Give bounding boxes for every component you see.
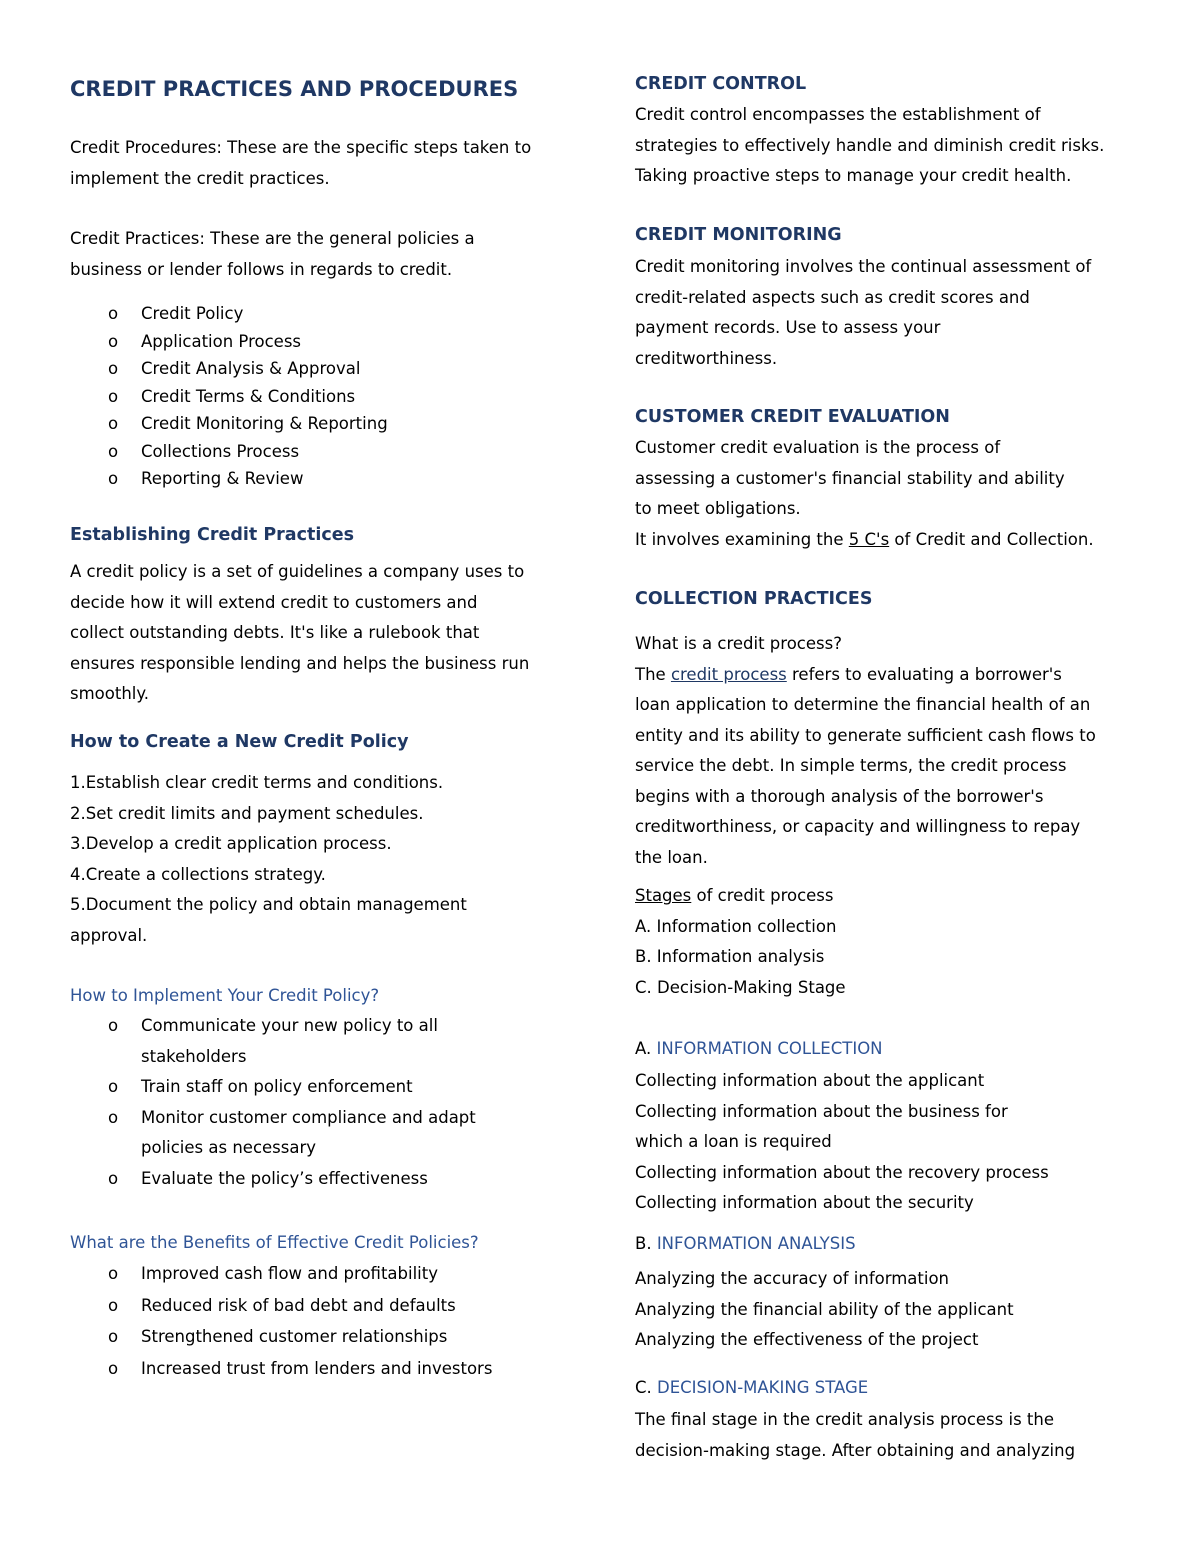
credit-process-paragraph xyxy=(635,629,1135,873)
bullet-marker: o xyxy=(108,1016,119,1035)
create-policy-steps xyxy=(70,768,570,951)
paragraph-line: The final stage in the credit analysis process is the xyxy=(635,1410,1055,1429)
credit-procedures-paragraph xyxy=(70,133,570,194)
paragraph-line: Analyzing the financial ability of the applicant xyxy=(635,1299,1014,1319)
credit-control-heading: CREDIT CONTROL xyxy=(635,74,807,94)
credit-monitoring-heading: CREDIT MONITORING xyxy=(635,225,842,245)
paragraph-line: service the debt. In simple terms, the credit process xyxy=(635,756,1067,775)
bullet-marker: o xyxy=(108,414,119,433)
stage-item: A. Information collection xyxy=(635,916,837,936)
stage-item: B. Information analysis xyxy=(635,947,825,966)
step-line: 3.Develop a credit application process. xyxy=(70,834,392,853)
info-analysis-paragraph xyxy=(635,1264,1135,1356)
paragraph-line: ensures responsible lending and helps the business run xyxy=(70,653,530,673)
list-item: o Evaluate the policy’s effectiveness xyxy=(70,1164,570,1195)
list-item: o Credit Terms & Conditions xyxy=(70,383,570,411)
paragraph-line: decide how it will extend credit to customers and xyxy=(70,592,478,612)
paragraph-line: Credit Procedures: These are the specific steps taken to xyxy=(70,138,532,157)
paragraph-line: business or lender follows in regards to credit. xyxy=(70,259,453,279)
paragraph-line: begins with a thorough analysis of the borrower's xyxy=(635,786,1044,806)
stages-list xyxy=(635,881,1135,1003)
list-item: o Credit Analysis & Approval xyxy=(70,355,570,383)
paragraph-line: decision-making stage. After obtaining and analyzing xyxy=(635,1440,1076,1460)
implement-policy-list xyxy=(70,1011,570,1194)
credit-process-link[interactable]: credit process xyxy=(670,664,787,684)
paragraph-line: payment records. Use to assess your xyxy=(635,318,941,337)
paragraph-line: Collecting information about the recovery process xyxy=(635,1162,1049,1182)
stage-item: C. Decision-Making Stage xyxy=(635,977,846,997)
paragraph-line: Analyzing the effectiveness of the project xyxy=(635,1330,979,1349)
paragraph-line: credit-related aspects such as credit scores and xyxy=(635,287,1030,307)
paragraph-line: The credit process refers to evaluating a borrower's xyxy=(635,664,1062,684)
list-item: o Communicate your new policy to all stakeholders xyxy=(70,1011,541,1072)
list-item: o Reporting & Review xyxy=(70,465,570,493)
customer-evaluation-heading: CUSTOMER CREDIT EVALUATION xyxy=(635,407,950,427)
paragraph-line: collect outstanding debts. It's like a rulebook that xyxy=(70,623,480,642)
info-collection-heading: A. INFORMATION COLLECTION xyxy=(635,1039,883,1058)
bullet-marker: o xyxy=(108,1264,119,1283)
paragraph-line: creditworthiness, or capacity and willingness to repay xyxy=(635,817,1081,836)
paragraph-line: the loan. xyxy=(635,847,708,867)
paragraph-line: entity and its ability to generate sufficient cash flows to xyxy=(635,725,1096,745)
paragraph-line: Collecting information about the business for xyxy=(635,1101,1008,1121)
paragraph-line: to meet obligations. xyxy=(635,499,801,518)
step-line: 1.Establish clear credit terms and conditions. xyxy=(70,773,444,792)
paragraph-line: strategies to effectively handle and diminish credit risks. xyxy=(635,135,1105,155)
bullet-marker: o xyxy=(108,1358,119,1378)
benefits-list xyxy=(70,1258,570,1384)
list-item: o Credit Monitoring & Reporting xyxy=(70,410,570,438)
list-item: o Monitor customer compliance and adapt policies as necessary xyxy=(70,1103,541,1164)
list-item: o Strengthened customer relationships xyxy=(70,1321,570,1353)
list-item: o Application Process xyxy=(70,328,570,356)
paragraph-line: Credit monitoring involves the continual assessment of xyxy=(635,257,1092,276)
credit-monitoring-paragraph xyxy=(635,252,1135,374)
credit-practices-list xyxy=(70,300,570,493)
establishing-heading: Establishing Credit Practices xyxy=(70,525,355,545)
bullet-marker: o xyxy=(108,386,119,406)
benefits-heading: What are the Benefits of Effective Credit Policies? xyxy=(70,1233,479,1252)
info-analysis-heading: B. INFORMATION ANALYSIS xyxy=(635,1234,856,1253)
step-line: 4.Create a collections strategy. xyxy=(70,864,326,884)
list-item: o Increased trust from lenders and investors xyxy=(70,1353,570,1385)
paragraph-line: Credit control encompasses the establishment of xyxy=(635,105,1041,124)
credit-control-paragraph xyxy=(635,100,1135,192)
paragraph-line: A credit policy is a set of guidelines a company uses to xyxy=(70,562,525,581)
paragraph-line: loan application to determine the financial health of an xyxy=(635,695,1091,714)
bullet-marker: o xyxy=(108,359,119,378)
bullet-marker: o xyxy=(108,1327,119,1346)
bullet-marker: o xyxy=(108,1168,119,1188)
bullet-marker: o xyxy=(108,1295,119,1315)
list-item: o Reduced risk of bad debt and defaults xyxy=(70,1290,570,1322)
paragraph-line: It involves examining the 5 C's of Credit and Collection. xyxy=(635,529,1094,549)
step-line: approval. xyxy=(70,925,148,945)
stages-intro: Stages of credit process xyxy=(635,886,834,905)
collection-practices-heading: COLLECTION PRACTICES xyxy=(635,589,873,609)
list-item: o Collections Process xyxy=(70,438,570,466)
credit-practices-paragraph xyxy=(70,224,570,285)
paragraph-line: Customer credit evaluation is the process of xyxy=(635,438,1001,457)
implement-policy-heading: How to Implement Your Credit Policy? xyxy=(70,986,380,1005)
info-collection-paragraph xyxy=(635,1066,1135,1219)
create-policy-heading: How to Create a New Credit Policy xyxy=(70,732,409,752)
document-title: CREDIT PRACTICES AND PROCEDURES xyxy=(70,77,519,101)
stages-link[interactable]: Stages xyxy=(635,886,692,905)
bullet-marker: o xyxy=(108,441,119,461)
paragraph-line: Analyzing the accuracy of information xyxy=(635,1269,950,1288)
step-line: 5.Document the policy and obtain management xyxy=(70,895,467,914)
bullet-marker: o xyxy=(108,1077,119,1096)
paragraph-line: Collecting information about the security xyxy=(635,1193,974,1212)
bullet-marker: o xyxy=(108,331,119,351)
paragraph-line: creditworthiness. xyxy=(635,348,778,368)
list-item: o Improved cash flow and profitability xyxy=(70,1258,570,1290)
decision-stage-paragraph xyxy=(635,1405,1135,1466)
establishing-paragraph xyxy=(70,557,570,710)
bullet-marker: o xyxy=(108,469,119,488)
decision-stage-heading: C. DECISION-MAKING STAGE xyxy=(635,1378,869,1397)
list-item: o Train staff on policy enforcement xyxy=(70,1072,570,1103)
customer-evaluation-paragraph xyxy=(635,433,1135,555)
paragraph-line: implement the credit practices. xyxy=(70,168,330,188)
step-line: 2.Set credit limits and payment schedules. xyxy=(70,803,424,823)
bullet-marker: o xyxy=(108,304,119,323)
paragraph-line: which a loan is required xyxy=(635,1132,832,1151)
list-item: o Credit Policy xyxy=(70,300,570,328)
paragraph-line: smoothly. xyxy=(70,684,150,703)
five-cs-link[interactable]: 5 C's xyxy=(848,529,890,549)
paragraph-line: Credit Practices: These are the general policies a xyxy=(70,229,475,248)
paragraph-line: assessing a customer's financial stability and ability xyxy=(635,468,1065,488)
bullet-marker: o xyxy=(108,1107,119,1127)
question-line: What is a credit process? xyxy=(635,634,842,653)
paragraph-line: Collecting information about the applicant xyxy=(635,1071,985,1090)
paragraph-line: Taking proactive steps to manage your credit health. xyxy=(635,166,1072,185)
